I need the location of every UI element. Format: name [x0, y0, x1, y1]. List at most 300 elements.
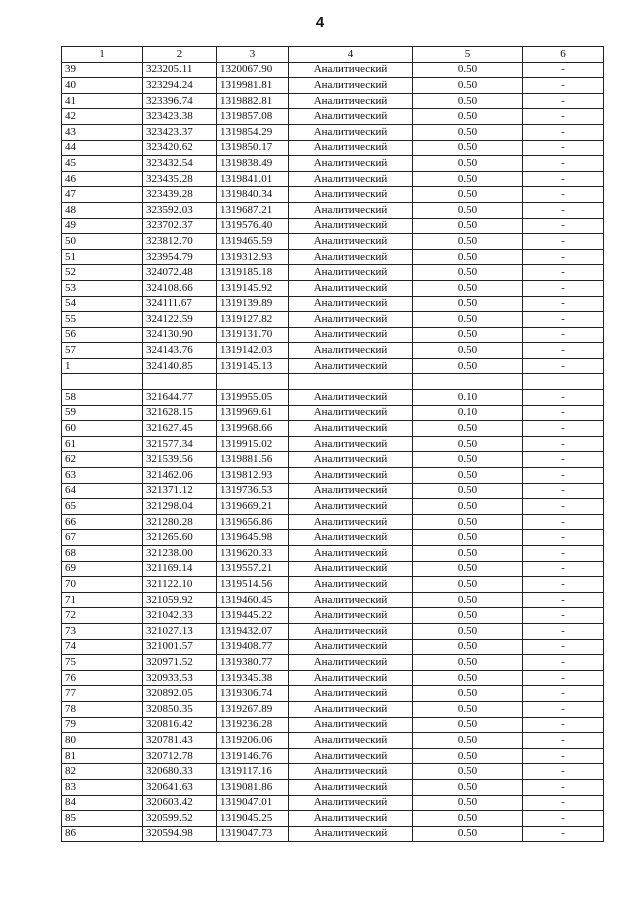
note-cell: - — [523, 202, 604, 218]
x-coordinate-cell: 324072.48 — [143, 265, 217, 281]
table-row — [62, 421, 604, 437]
y-coordinate-cell: 1319047.73 — [217, 826, 289, 842]
point-number-cell: 69 — [62, 561, 143, 577]
accuracy-cell: 0.50 — [413, 468, 523, 484]
x-coordinate-cell: 323592.03 — [143, 202, 217, 218]
header-cell: 4 — [289, 47, 413, 63]
point-number-cell: 57 — [62, 343, 143, 359]
point-number-cell: 49 — [62, 218, 143, 234]
note-cell: - — [523, 171, 604, 187]
table-row — [62, 93, 604, 109]
note-cell: - — [523, 733, 604, 749]
method-cell: Аналитический — [289, 78, 413, 94]
method-cell: Аналитический — [289, 795, 413, 811]
x-coordinate-cell: 324111.67 — [143, 296, 217, 312]
table-row — [62, 78, 604, 94]
table-row — [62, 187, 604, 203]
method-cell: Аналитический — [289, 764, 413, 780]
point-number-cell: 68 — [62, 546, 143, 562]
y-coordinate-cell: 1319236.28 — [217, 717, 289, 733]
accuracy-cell: 0.50 — [413, 701, 523, 717]
x-coordinate-cell: 323205.11 — [143, 62, 217, 78]
accuracy-cell: 0.50 — [413, 93, 523, 109]
accuracy-cell: 0.50 — [413, 156, 523, 172]
y-coordinate-cell: 1319145.13 — [217, 358, 289, 374]
method-cell: Аналитический — [289, 826, 413, 842]
point-number-cell: 80 — [62, 733, 143, 749]
accuracy-cell: 0.50 — [413, 577, 523, 593]
note-cell: - — [523, 93, 604, 109]
x-coordinate-cell — [143, 374, 217, 390]
note-cell: - — [523, 421, 604, 437]
accuracy-cell — [413, 374, 523, 390]
y-coordinate-cell: 1319408.77 — [217, 639, 289, 655]
y-coordinate-cell: 1319514.56 — [217, 577, 289, 593]
accuracy-cell: 0.50 — [413, 124, 523, 140]
method-cell: Аналитический — [289, 452, 413, 468]
x-coordinate-cell: 320712.78 — [143, 748, 217, 764]
point-number-cell: 40 — [62, 78, 143, 94]
point-number-cell — [62, 374, 143, 390]
point-number-cell: 62 — [62, 452, 143, 468]
table-row — [62, 218, 604, 234]
x-coordinate-cell: 320594.98 — [143, 826, 217, 842]
accuracy-cell: 0.50 — [413, 639, 523, 655]
method-cell: Аналитический — [289, 499, 413, 515]
note-cell: - — [523, 592, 604, 608]
note-cell: - — [523, 686, 604, 702]
note-cell: - — [523, 655, 604, 671]
accuracy-cell: 0.50 — [413, 779, 523, 795]
accuracy-cell: 0.50 — [413, 218, 523, 234]
point-number-cell: 59 — [62, 405, 143, 421]
y-coordinate-cell: 1319146.76 — [217, 748, 289, 764]
point-number-cell: 46 — [62, 171, 143, 187]
x-coordinate-cell: 320850.35 — [143, 701, 217, 717]
method-cell: Аналитический — [289, 592, 413, 608]
method-cell: Аналитический — [289, 577, 413, 593]
x-coordinate-cell: 323812.70 — [143, 234, 217, 250]
method-cell: Аналитический — [289, 390, 413, 406]
x-coordinate-cell: 324122.59 — [143, 312, 217, 328]
y-coordinate-cell: 1319969.61 — [217, 405, 289, 421]
method-cell: Аналитический — [289, 234, 413, 250]
table-header-row — [62, 47, 604, 63]
accuracy-cell: 0.50 — [413, 514, 523, 530]
accuracy-cell: 0.10 — [413, 405, 523, 421]
note-cell: - — [523, 577, 604, 593]
point-number-cell: 72 — [62, 608, 143, 624]
x-coordinate-cell: 321577.34 — [143, 436, 217, 452]
accuracy-cell: 0.50 — [413, 561, 523, 577]
note-cell: - — [523, 187, 604, 203]
page-number: 4 — [315, 14, 325, 31]
x-coordinate-cell: 323432.54 — [143, 156, 217, 172]
x-coordinate-cell: 323420.62 — [143, 140, 217, 156]
x-coordinate-cell: 321122.10 — [143, 577, 217, 593]
note-cell: - — [523, 249, 604, 265]
table-row — [62, 514, 604, 530]
accuracy-cell: 0.50 — [413, 623, 523, 639]
point-number-cell: 77 — [62, 686, 143, 702]
method-cell: Аналитический — [289, 171, 413, 187]
note-cell: - — [523, 156, 604, 172]
y-coordinate-cell: 1319645.98 — [217, 530, 289, 546]
table-row — [62, 686, 604, 702]
note-cell: - — [523, 78, 604, 94]
y-coordinate-cell: 1319881.56 — [217, 452, 289, 468]
y-coordinate-cell: 1319915.02 — [217, 436, 289, 452]
note-cell: - — [523, 483, 604, 499]
method-cell: Аналитический — [289, 514, 413, 530]
point-number-cell: 82 — [62, 764, 143, 780]
y-coordinate-cell: 1319841.01 — [217, 171, 289, 187]
point-number-cell: 56 — [62, 327, 143, 343]
point-number-cell: 83 — [62, 779, 143, 795]
point-number-cell: 85 — [62, 811, 143, 827]
accuracy-cell: 0.50 — [413, 296, 523, 312]
y-coordinate-cell: 1320067.90 — [217, 62, 289, 78]
x-coordinate-cell: 321280.28 — [143, 514, 217, 530]
table-row — [62, 343, 604, 359]
y-coordinate-cell: 1319142.03 — [217, 343, 289, 359]
y-coordinate-cell: 1319981.81 — [217, 78, 289, 94]
method-cell: Аналитический — [289, 218, 413, 234]
point-number-cell: 53 — [62, 280, 143, 296]
method-cell: Аналитический — [289, 546, 413, 562]
method-cell: Аналитический — [289, 296, 413, 312]
accuracy-cell: 0.50 — [413, 452, 523, 468]
x-coordinate-cell: 324140.85 — [143, 358, 217, 374]
table-row — [62, 156, 604, 172]
note-cell — [523, 374, 604, 390]
note-cell: - — [523, 390, 604, 406]
table-row — [62, 265, 604, 281]
table-separator-row — [62, 374, 604, 390]
table-row — [62, 670, 604, 686]
point-number-cell: 64 — [62, 483, 143, 499]
table-row — [62, 140, 604, 156]
y-coordinate-cell: 1319968.66 — [217, 421, 289, 437]
x-coordinate-cell: 323294.24 — [143, 78, 217, 94]
note-cell: - — [523, 62, 604, 78]
x-coordinate-cell: 321042.33 — [143, 608, 217, 624]
table-row — [62, 623, 604, 639]
accuracy-cell: 0.50 — [413, 436, 523, 452]
x-coordinate-cell: 323954.79 — [143, 249, 217, 265]
accuracy-cell: 0.50 — [413, 187, 523, 203]
table-row — [62, 405, 604, 421]
y-coordinate-cell: 1319736.53 — [217, 483, 289, 499]
table-row — [62, 436, 604, 452]
y-coordinate-cell: 1319812.93 — [217, 468, 289, 484]
method-cell: Аналитический — [289, 140, 413, 156]
method-cell — [289, 374, 413, 390]
x-coordinate-cell: 321059.92 — [143, 592, 217, 608]
x-coordinate-cell: 321644.77 — [143, 390, 217, 406]
accuracy-cell: 0.50 — [413, 546, 523, 562]
note-cell: - — [523, 561, 604, 577]
method-cell: Аналитический — [289, 608, 413, 624]
method-cell: Аналитический — [289, 686, 413, 702]
note-cell: - — [523, 124, 604, 140]
x-coordinate-cell: 321169.14 — [143, 561, 217, 577]
coordinates-table-body — [62, 47, 604, 842]
header-cell: 2 — [143, 47, 217, 63]
table-row — [62, 546, 604, 562]
method-cell: Аналитический — [289, 405, 413, 421]
method-cell: Аналитический — [289, 62, 413, 78]
point-number-cell: 73 — [62, 623, 143, 639]
accuracy-cell: 0.50 — [413, 109, 523, 125]
x-coordinate-cell: 323396.74 — [143, 93, 217, 109]
accuracy-cell: 0.50 — [413, 327, 523, 343]
x-coordinate-cell: 321371.12 — [143, 483, 217, 499]
x-coordinate-cell: 323435.28 — [143, 171, 217, 187]
method-cell: Аналитический — [289, 187, 413, 203]
x-coordinate-cell: 320971.52 — [143, 655, 217, 671]
method-cell: Аналитический — [289, 639, 413, 655]
method-cell: Аналитический — [289, 202, 413, 218]
table-row — [62, 655, 604, 671]
y-coordinate-cell: 1319656.86 — [217, 514, 289, 530]
accuracy-cell: 0.50 — [413, 358, 523, 374]
y-coordinate-cell: 1319445.22 — [217, 608, 289, 624]
x-coordinate-cell: 323439.28 — [143, 187, 217, 203]
point-number-cell: 71 — [62, 592, 143, 608]
y-coordinate-cell: 1319380.77 — [217, 655, 289, 671]
x-coordinate-cell: 321539.56 — [143, 452, 217, 468]
x-coordinate-cell: 320680.33 — [143, 764, 217, 780]
coordinates-table — [61, 46, 604, 842]
note-cell: - — [523, 546, 604, 562]
table-row — [62, 592, 604, 608]
x-coordinate-cell: 320933.53 — [143, 670, 217, 686]
accuracy-cell: 0.50 — [413, 343, 523, 359]
point-number-cell: 48 — [62, 202, 143, 218]
x-coordinate-cell: 320892.05 — [143, 686, 217, 702]
note-cell: - — [523, 234, 604, 250]
accuracy-cell: 0.50 — [413, 171, 523, 187]
method-cell: Аналитический — [289, 733, 413, 749]
y-coordinate-cell: 1319045.25 — [217, 811, 289, 827]
point-number-cell: 39 — [62, 62, 143, 78]
point-number-cell: 76 — [62, 670, 143, 686]
note-cell: - — [523, 468, 604, 484]
method-cell: Аналитический — [289, 670, 413, 686]
table-row — [62, 577, 604, 593]
header-cell: 6 — [523, 47, 604, 63]
accuracy-cell: 0.50 — [413, 202, 523, 218]
note-cell: - — [523, 623, 604, 639]
table-row — [62, 483, 604, 499]
y-coordinate-cell: 1319882.81 — [217, 93, 289, 109]
accuracy-cell: 0.50 — [413, 499, 523, 515]
method-cell: Аналитический — [289, 483, 413, 499]
x-coordinate-cell: 320816.42 — [143, 717, 217, 733]
point-number-cell: 74 — [62, 639, 143, 655]
point-number-cell: 42 — [62, 109, 143, 125]
accuracy-cell: 0.50 — [413, 140, 523, 156]
accuracy-cell: 0.50 — [413, 312, 523, 328]
x-coordinate-cell: 321627.45 — [143, 421, 217, 437]
table-row — [62, 561, 604, 577]
point-number-cell: 51 — [62, 249, 143, 265]
accuracy-cell: 0.50 — [413, 655, 523, 671]
x-coordinate-cell: 321462.06 — [143, 468, 217, 484]
point-number-cell: 75 — [62, 655, 143, 671]
method-cell: Аналитический — [289, 468, 413, 484]
x-coordinate-cell: 324143.76 — [143, 343, 217, 359]
y-coordinate-cell: 1319557.21 — [217, 561, 289, 577]
point-number-cell: 67 — [62, 530, 143, 546]
y-coordinate-cell: 1319145.92 — [217, 280, 289, 296]
table-row — [62, 795, 604, 811]
y-coordinate-cell: 1319854.29 — [217, 124, 289, 140]
method-cell: Аналитический — [289, 436, 413, 452]
point-number-cell: 79 — [62, 717, 143, 733]
point-number-cell: 50 — [62, 234, 143, 250]
note-cell: - — [523, 312, 604, 328]
method-cell: Аналитический — [289, 109, 413, 125]
accuracy-cell: 0.10 — [413, 390, 523, 406]
x-coordinate-cell: 321238.00 — [143, 546, 217, 562]
x-coordinate-cell: 321001.57 — [143, 639, 217, 655]
x-coordinate-cell: 321628.15 — [143, 405, 217, 421]
y-coordinate-cell: 1319857.08 — [217, 109, 289, 125]
note-cell: - — [523, 218, 604, 234]
note-cell: - — [523, 748, 604, 764]
y-coordinate-cell: 1319955.05 — [217, 390, 289, 406]
point-number-cell: 47 — [62, 187, 143, 203]
note-cell: - — [523, 826, 604, 842]
table-row — [62, 202, 604, 218]
table-row — [62, 452, 604, 468]
table-row — [62, 639, 604, 655]
note-cell: - — [523, 811, 604, 827]
y-coordinate-cell: 1319460.45 — [217, 592, 289, 608]
point-number-cell: 66 — [62, 514, 143, 530]
method-cell: Аналитический — [289, 327, 413, 343]
note-cell: - — [523, 717, 604, 733]
accuracy-cell: 0.50 — [413, 78, 523, 94]
table-row — [62, 779, 604, 795]
x-coordinate-cell: 321027.13 — [143, 623, 217, 639]
accuracy-cell: 0.50 — [413, 811, 523, 827]
table-row — [62, 748, 604, 764]
note-cell: - — [523, 436, 604, 452]
y-coordinate-cell: 1319576.40 — [217, 218, 289, 234]
x-coordinate-cell: 323702.37 — [143, 218, 217, 234]
accuracy-cell: 0.50 — [413, 249, 523, 265]
note-cell: - — [523, 514, 604, 530]
point-number-cell: 52 — [62, 265, 143, 281]
y-coordinate-cell: 1319432.07 — [217, 623, 289, 639]
y-coordinate-cell: 1319669.21 — [217, 499, 289, 515]
table-row — [62, 499, 604, 515]
point-number-cell: 55 — [62, 312, 143, 328]
table-row — [62, 249, 604, 265]
note-cell: - — [523, 779, 604, 795]
y-coordinate-cell: 1319081.86 — [217, 779, 289, 795]
note-cell: - — [523, 358, 604, 374]
header-cell: 5 — [413, 47, 523, 63]
note-cell: - — [523, 795, 604, 811]
accuracy-cell: 0.50 — [413, 764, 523, 780]
note-cell: - — [523, 296, 604, 312]
point-number-cell: 81 — [62, 748, 143, 764]
note-cell: - — [523, 452, 604, 468]
table-row — [62, 717, 604, 733]
y-coordinate-cell: 1319131.70 — [217, 327, 289, 343]
point-number-cell: 61 — [62, 436, 143, 452]
table-row — [62, 701, 604, 717]
point-number-cell: 70 — [62, 577, 143, 593]
method-cell: Аналитический — [289, 124, 413, 140]
table-row — [62, 390, 604, 406]
point-number-cell: 58 — [62, 390, 143, 406]
table-row — [62, 358, 604, 374]
y-coordinate-cell: 1319117.16 — [217, 764, 289, 780]
point-number-cell: 1 — [62, 358, 143, 374]
x-coordinate-cell: 321298.04 — [143, 499, 217, 515]
table-row — [62, 826, 604, 842]
x-coordinate-cell: 323423.38 — [143, 109, 217, 125]
accuracy-cell: 0.50 — [413, 483, 523, 499]
method-cell: Аналитический — [289, 280, 413, 296]
method-cell: Аналитический — [289, 343, 413, 359]
header-cell: 1 — [62, 47, 143, 63]
header-cell: 3 — [217, 47, 289, 63]
method-cell: Аналитический — [289, 779, 413, 795]
point-number-cell: 43 — [62, 124, 143, 140]
method-cell: Аналитический — [289, 748, 413, 764]
y-coordinate-cell: 1319047.01 — [217, 795, 289, 811]
y-coordinate-cell: 1319687.21 — [217, 202, 289, 218]
note-cell: - — [523, 280, 604, 296]
y-coordinate-cell: 1319838.49 — [217, 156, 289, 172]
table-row — [62, 468, 604, 484]
note-cell: - — [523, 608, 604, 624]
y-coordinate-cell: 1319620.33 — [217, 546, 289, 562]
accuracy-cell: 0.50 — [413, 733, 523, 749]
x-coordinate-cell: 324130.90 — [143, 327, 217, 343]
method-cell: Аналитический — [289, 811, 413, 827]
note-cell: - — [523, 670, 604, 686]
accuracy-cell: 0.50 — [413, 265, 523, 281]
accuracy-cell: 0.50 — [413, 421, 523, 437]
x-coordinate-cell: 320641.63 — [143, 779, 217, 795]
note-cell: - — [523, 140, 604, 156]
accuracy-cell: 0.50 — [413, 608, 523, 624]
method-cell: Аналитический — [289, 623, 413, 639]
y-coordinate-cell: 1319127.82 — [217, 312, 289, 328]
y-coordinate-cell: 1319139.89 — [217, 296, 289, 312]
note-cell: - — [523, 405, 604, 421]
note-cell: - — [523, 265, 604, 281]
method-cell: Аналитический — [289, 93, 413, 109]
method-cell: Аналитический — [289, 717, 413, 733]
method-cell: Аналитический — [289, 249, 413, 265]
table-row — [62, 530, 604, 546]
x-coordinate-cell: 321265.60 — [143, 530, 217, 546]
method-cell: Аналитический — [289, 561, 413, 577]
point-number-cell: 86 — [62, 826, 143, 842]
note-cell: - — [523, 530, 604, 546]
y-coordinate-cell: 1319267.89 — [217, 701, 289, 717]
table-row — [62, 608, 604, 624]
table-row — [62, 234, 604, 250]
